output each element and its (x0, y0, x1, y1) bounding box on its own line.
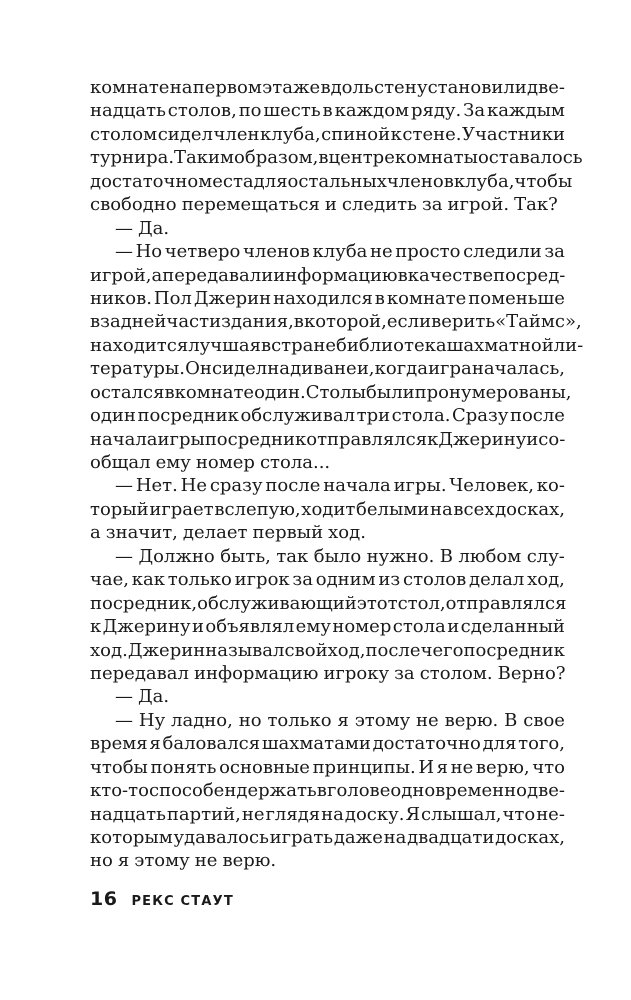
text-line: кто-то способен держать в голове одновременно две- (90, 780, 565, 802)
text-line: ников. Пол Джерин находился в комнате поменьше (90, 287, 565, 309)
text-line: торый играет вслепую, ходит белыми на всех досках, (90, 498, 565, 520)
book-page-text (90, 76, 584, 873)
text-line: турнира. Таким образом, в центре комнаты оставалось (90, 147, 583, 169)
text-line: один посредник обслуживал три стола. Сразу после (90, 405, 565, 427)
text-line: — Должно быть, так было нужно. В любом слу- (115, 545, 565, 567)
paragraph (90, 217, 565, 240)
paragraph (90, 709, 565, 873)
text-line: передавал информацию игроку за столом. Верно? (90, 662, 566, 684)
page-footer (90, 888, 234, 910)
text-line: столом сидел член клуба, спиной к стене. Участники (90, 123, 565, 145)
paragraph (90, 240, 584, 474)
text-line: чтобы понять основные принципы. И я не верю, что (90, 756, 565, 778)
text-line: которым удавалось играть даже на двадцати досках, (90, 827, 565, 848)
text-line: начала игры посредник отправлялся к Джерину и со- (90, 428, 566, 450)
text-line: находится лучшая в стране библиотека шахматной ли- (90, 334, 584, 356)
paragraph (90, 545, 565, 686)
text-line: — Но четверо членов клуба не просто следили за (115, 241, 565, 263)
text-line: достаточно места для остальных членов клуба, чтобы (90, 170, 573, 192)
text-line: надцать столов, по шесть в каждом ряду. За каждым (90, 100, 565, 122)
paragraph (90, 685, 565, 708)
text-line: свободно перемещаться и следить за игрой. Так? (90, 194, 558, 216)
text-line: общал ему номер стола... (90, 452, 331, 473)
paragraph (90, 76, 583, 217)
text-line: — Ну ладно, но только я этому не верю. В свое (115, 709, 565, 731)
text-line: но я этому не верю. (90, 850, 277, 872)
paragraph (90, 474, 565, 544)
page-number: 16 (90, 888, 118, 910)
text-line: в задней части здания, в которой, если верить «Таймс», (90, 311, 582, 333)
text-line: игрой, а передавали информацию в качестве посред- (90, 264, 566, 286)
text-line: — Нет. Не сразу после начала игры. Человек, ко- (115, 475, 565, 497)
text-line: тературы. Он сидел на диване и, когда игра началась, (90, 358, 565, 380)
text-line: чае, как только игрок за одним из столов делал ход, (90, 569, 565, 591)
text-line: время я баловался шахматами достаточно для того, (90, 733, 565, 755)
text-line: надцать партий, не глядя на доску. Я слышал, что не- (90, 803, 565, 825)
text-line: ход. Джерин называл свой ход, после чего посредник (90, 639, 565, 661)
text-line: — Да. (115, 217, 170, 239)
text-line: посредник, обслуживающий этот стол, отправлялся (90, 592, 567, 614)
text-line: к Джерину и объявлял ему номер стола и сделанный (90, 616, 565, 638)
text-line: остался в комнате один. Столы были пронумерованы, (90, 381, 572, 403)
text-line: а значит, делает первый ход. (90, 522, 366, 544)
running-title-author: РЕКС СТАУТ (131, 894, 234, 909)
text-line: комнате на первом этаже вдоль стен установили две- (90, 77, 565, 98)
text-line: — Да. (115, 686, 170, 708)
